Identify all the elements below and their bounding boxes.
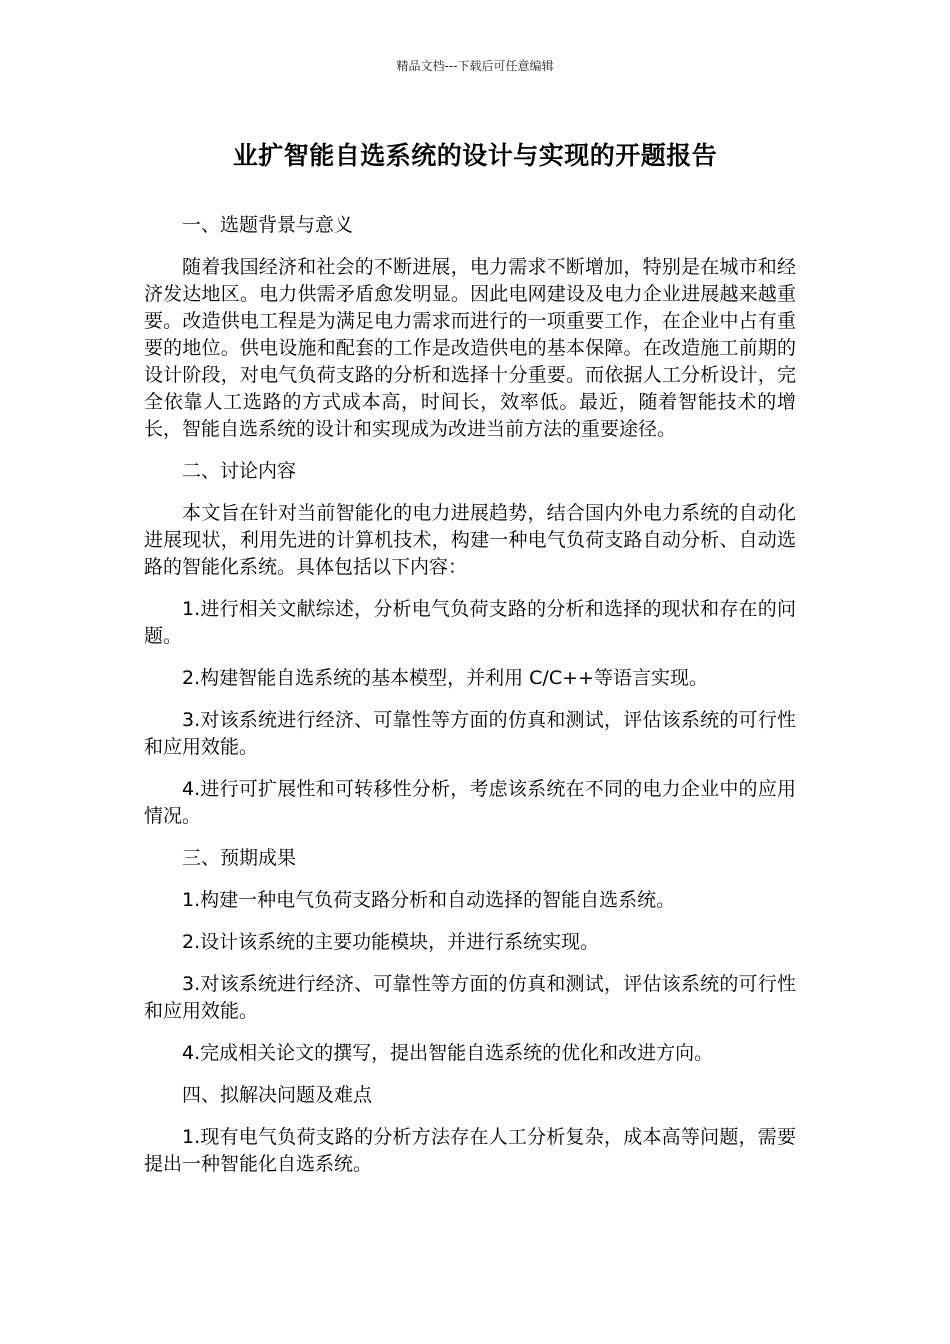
- section-heading-problems: 四、拟解决问题及难点: [182, 1084, 373, 1106]
- section-heading-expected-results: 三、预期成果: [182, 847, 297, 869]
- document-body: [144, 212, 796, 1193]
- problem-item-1: 1.现有电气负荷支路的分析方法存在人工分析复杂，成本高等问题，需要提出一种智能化自选系统。: [144, 1126, 796, 1175]
- result-item-4: 4.完成相关论文的撰写，提出智能自选系统的优化和改进方向。: [182, 1042, 714, 1064]
- section-heading-background: 一、选题背景与意义: [182, 214, 354, 236]
- result-item-3: 3.对该系统进行经济、可靠性等方面的仿真和测试，评估该系统的可行性和应用效能。: [144, 973, 796, 1022]
- research-item-1: 1.进行相关文献综述，分析电气负荷支路的分析和选择的现状和存在的问题。: [144, 598, 796, 647]
- research-item-3: 3.对该系统进行经济、可靠性等方面的仿真和测试，评估该系统的可行性和应用效能。: [144, 709, 796, 758]
- research-item-4: 4.进行可扩展性和可转移性分析，考虑该系统在不同的电力企业中的应用情况。: [144, 778, 796, 827]
- paragraph-research-intro: 本文旨在针对当前智能化的电力进展趋势，结合国内外电力系统的自动化进展现状，利用先进的计算机技术，构建一种电气负荷支路自动分析、自动选路的智能化系统。具体包括以下内容：: [144, 502, 796, 578]
- result-item-1: 1.构建一种电气负荷支路分析和自动选择的智能自选系统。: [182, 889, 676, 911]
- paragraph-background: 随着我国经济和社会的不断进展，电力需求不断增加，特别是在城市和经济发达地区。电力供需矛盾愈发明显。因此电网建设及电力企业进展越来越重要。改造供电工程是为满足电力需求而进行的一项重要工作，在企业中占有重要的地位。供电设施和配套的工作是改造供电的基本保障。在改造施工前期的设计阶段，对电气负荷支路的分析和选择十分重要。而依据人工分析设计，完全依靠人工选路的方式成本高，时间长，效率低。最近，随着智能技术的增长，智能自选系统的设计和实现成为改进当前方法的重要途径。: [144, 256, 796, 440]
- section-heading-research-content: 二、讨论内容: [182, 460, 297, 482]
- result-item-2: 2.设计该系统的主要功能模块，并进行系统实现。: [182, 931, 600, 953]
- page-header: 精品文档---下载后可任意编辑: [396, 59, 554, 73]
- document-title: 业扩智能自选系统的设计与实现的开题报告: [232, 141, 718, 170]
- research-item-2: 2.构建智能自选系统的基本模型，并利用 C/C++等语言实现。: [182, 667, 708, 689]
